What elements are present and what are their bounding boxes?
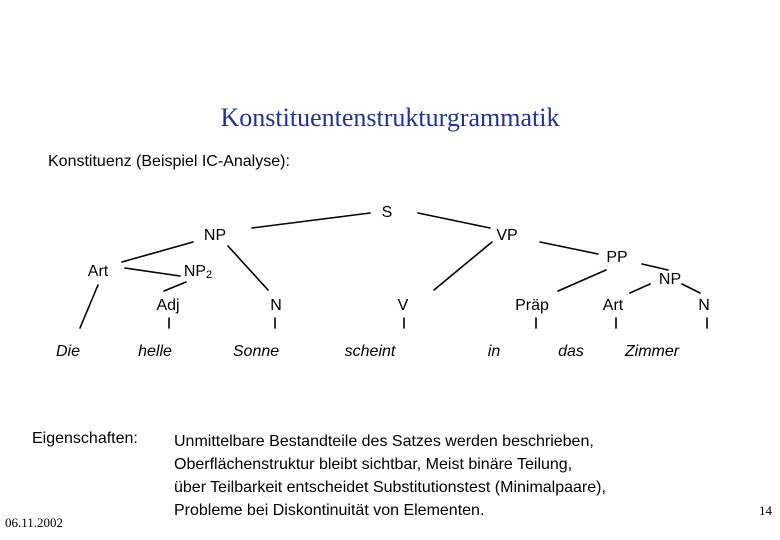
node-n1: N xyxy=(270,297,282,314)
word-in: in xyxy=(487,343,501,360)
word-das: das xyxy=(558,343,584,360)
properties-line: Oberflächenstruktur bleibt sichtbar, Meist binäre Teilung, xyxy=(174,456,573,473)
branch-vp-v xyxy=(434,242,492,290)
branch-s-np xyxy=(252,213,370,228)
branch-np2-art xyxy=(125,268,180,276)
node-art2: Art xyxy=(602,297,624,314)
branch-pp-praep xyxy=(558,270,606,291)
properties-text xyxy=(174,430,694,522)
branch-np-np2 xyxy=(122,242,193,262)
word-die: Die xyxy=(55,343,81,360)
node-np: NP xyxy=(203,227,227,244)
node-art: Art xyxy=(87,263,109,280)
subtitle: Konstituenz (Beispiel IC-Analyse): xyxy=(48,153,290,170)
node-v: V xyxy=(397,297,409,314)
node-adj: Adj xyxy=(156,297,180,314)
properties-line: über Teilbarkeit entscheidet Substitutionstest (Minimalpaare), xyxy=(174,479,606,496)
node-vp: VP xyxy=(496,227,518,244)
page-title: Konstituentenstrukturgrammatik xyxy=(220,103,560,132)
word-sonne: Sonne xyxy=(232,343,280,360)
branch-np-n xyxy=(228,246,268,290)
properties-label: Eigenschaften: xyxy=(32,430,138,447)
node-n2: N xyxy=(698,297,710,314)
node-pp: PP xyxy=(606,249,628,266)
node-np-inner: NP xyxy=(658,271,682,288)
branch-np2-adj xyxy=(164,282,186,291)
page-number: 14 xyxy=(759,503,772,518)
branch-npi-art xyxy=(630,284,650,293)
branch-npi-n xyxy=(682,284,700,293)
node-np2: $NP_2$ xyxy=(183,263,213,281)
branch-pp-np xyxy=(642,264,668,270)
word-scheint: scheint xyxy=(344,343,396,360)
node-s: S xyxy=(381,204,393,221)
node-praep: Präp xyxy=(515,297,549,314)
branch-vp-pp xyxy=(540,242,598,254)
footer-date: 06.11.2002 xyxy=(5,515,64,530)
branch-art-die xyxy=(80,285,98,328)
word-zimmer: Zimmer xyxy=(624,343,680,360)
node-np2-subscript: 2 xyxy=(206,269,213,281)
properties-line: Unmittelbare Bestandteile des Satzes werden beschrieben, xyxy=(174,433,594,450)
branch-s-vp xyxy=(418,213,490,228)
word-helle: helle xyxy=(138,343,172,360)
properties-line: Probleme bei Diskontinuität von Elementen. xyxy=(174,502,485,519)
